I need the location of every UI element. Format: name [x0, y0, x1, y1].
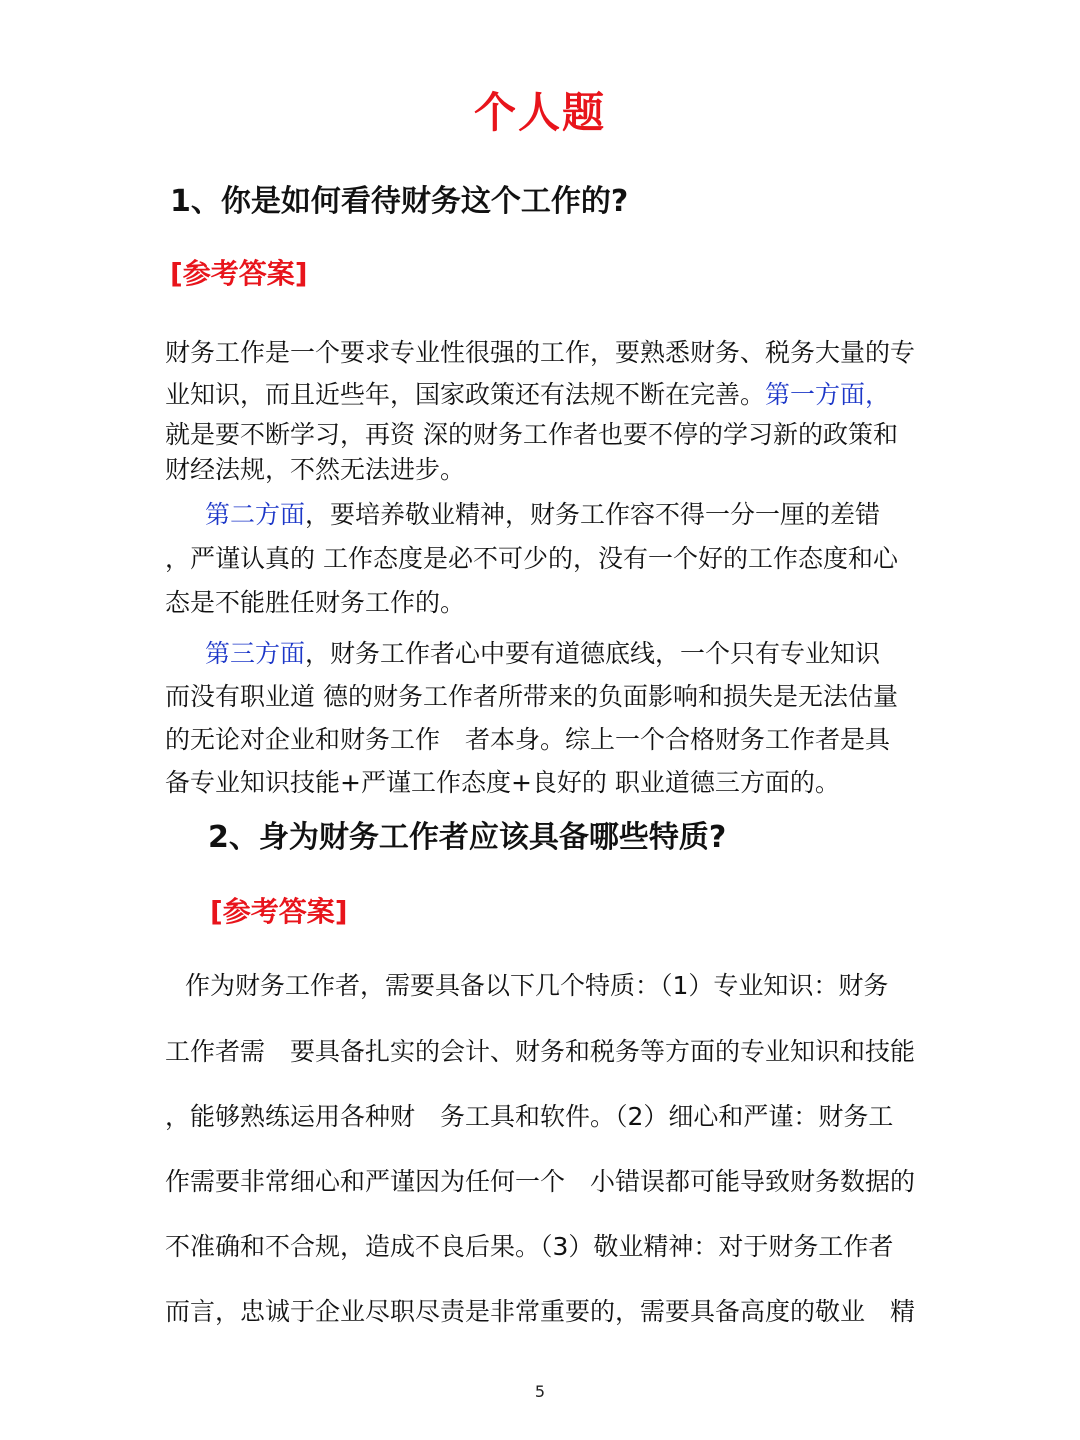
answer-label-1: [参考答案]: [170, 257, 308, 290]
q1-p2-line-1b: ，要培养敬业精神，财务工作容不得一分一厘的差错: [305, 500, 881, 529]
question-2: 2、身为财务工作者应该具备哪些特质?: [208, 820, 727, 855]
q1-p1-line-2: [165, 375, 890, 411]
q2-line-6: 而言，忠诚于企业尽职尽责是非常重要的，需要具备高度的敬业 精: [165, 1297, 916, 1326]
q1-p3-line-1: [205, 634, 880, 670]
q1-p2-line-3: 态是不能胜任财务工作的。: [165, 588, 466, 617]
q1-p3-line-1b: ，财务工作者心中要有道德底线，一个只有专业知识: [305, 639, 881, 668]
answer-label-2: [参考答案]: [210, 895, 348, 928]
q2-line-3: ，能够熟练运用各种财 务工具和软件。（2）细心和严谨：财务工: [165, 1102, 894, 1131]
q1-p2-line-1: [205, 495, 880, 531]
q2-line-2: 工作者需 要具备扎实的会计、财务和税务等方面的专业知识和技能: [165, 1037, 916, 1066]
q1-p2-line-2: ，严谨认真的 工作态度是必不可少的，没有一个好的工作态度和心: [165, 544, 898, 573]
q1-p1-line-3: 就是要不断学习，再资 深的财务工作者也要不停的学习新的政策和: [165, 420, 898, 449]
q1-p2-highlight-second: 第二方面: [205, 500, 306, 529]
q2-line-1: 作为财务工作者，需要具备以下几个特质：（1）专业知识：财务: [185, 971, 889, 1000]
q1-p1-line-2b: 而且近些年，国家政策还有法规不断在完善。: [265, 380, 766, 409]
page-title: 个人题: [473, 88, 606, 137]
q1-p3-line-3: 的无论对企业和财务工作 者本身。综上一个合格财务工作者是具: [165, 725, 891, 754]
q1-p1-line-2a: 业知识，: [165, 380, 266, 409]
q1-p3-line-2: 而没有职业道 德的财务工作者所带来的负面影响和损失是无法估量: [165, 682, 898, 711]
q1-p1-highlight-first: 第一方面，: [765, 380, 891, 409]
q2-line-4: 作需要非常细心和严谨因为任何一个 小错误都可能导致财务数据的: [165, 1167, 916, 1196]
q1-p1-line-1: 财务工作是一个要求专业性很强的工作，要熟悉财务、税务大量的专: [165, 338, 916, 367]
question-1: 1、你是如何看待财务这个工作的?: [170, 184, 629, 219]
page-number: 5: [534, 1382, 546, 1401]
q1-p1-line-4: 财经法规，不然无法进步。: [165, 455, 466, 484]
q1-p3-highlight-third: 第三方面: [205, 639, 306, 668]
q2-line-5: 不准确和不合规，造成不良后果。（3）敬业精神：对于财务工作者: [165, 1232, 894, 1261]
q1-p3-line-4: 备专业知识技能+严谨工作态度+良好的 职业道德三方面的。: [165, 768, 840, 797]
